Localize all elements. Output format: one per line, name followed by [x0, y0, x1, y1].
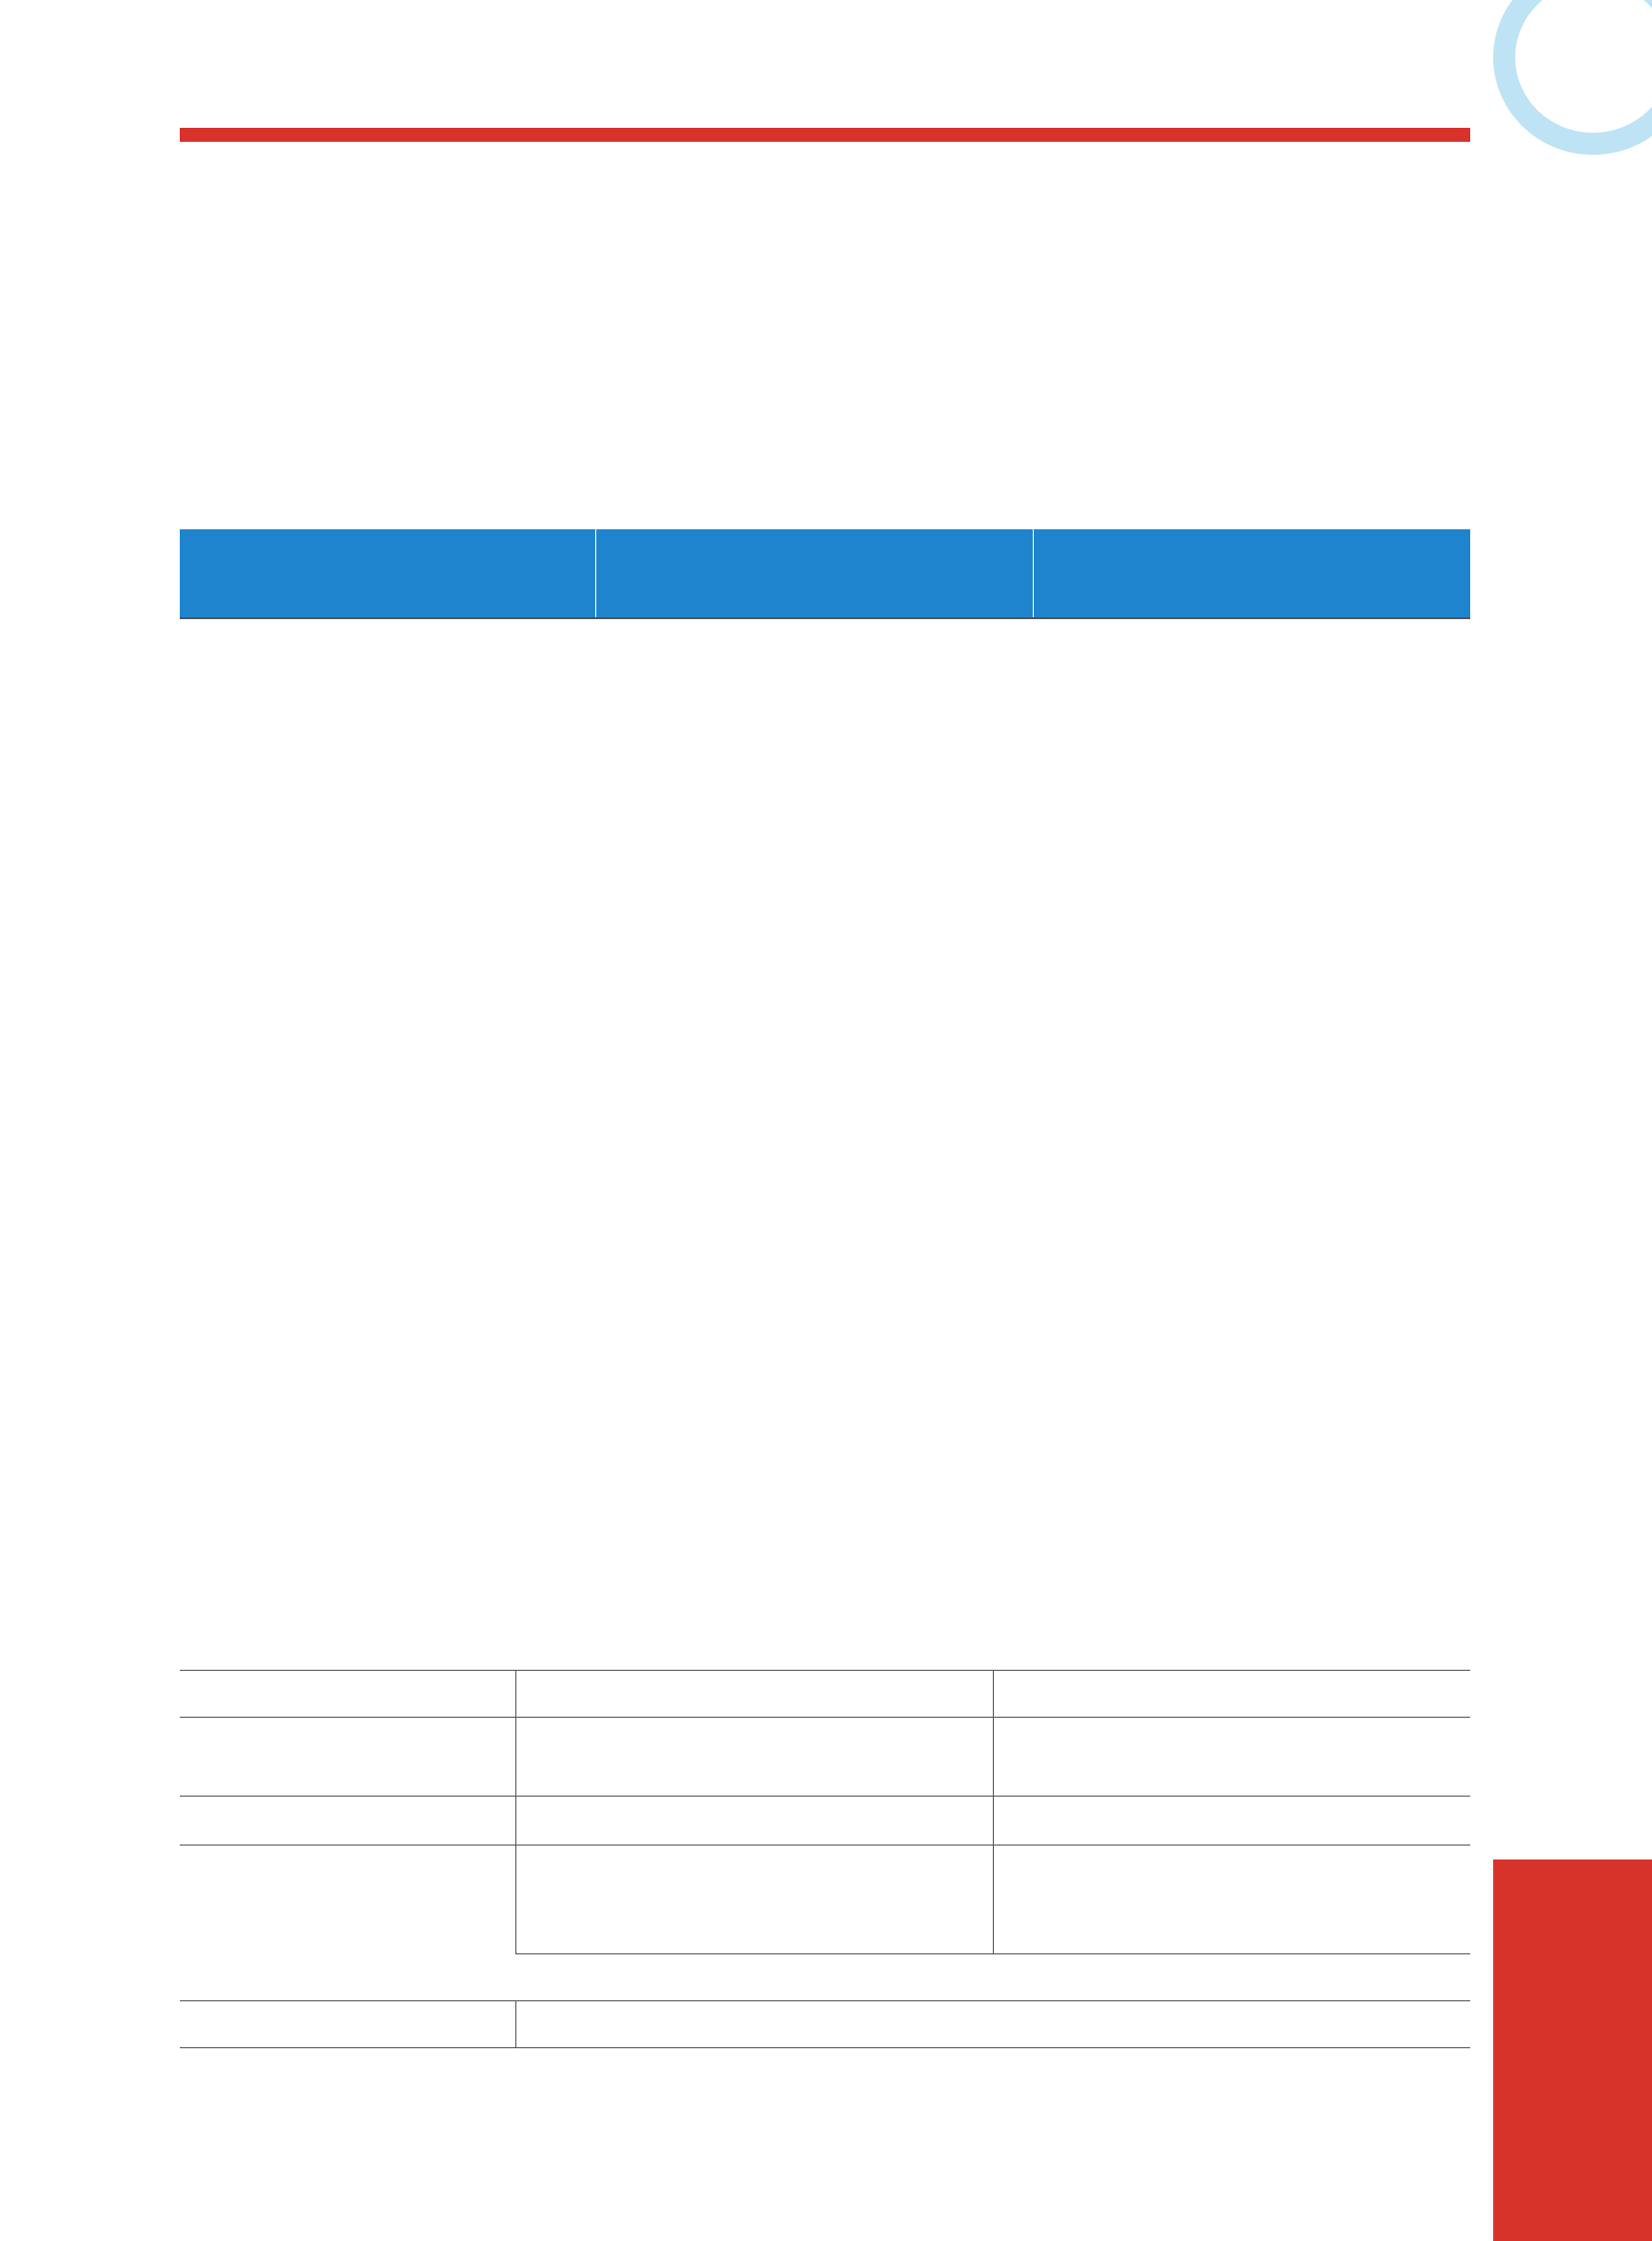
fixture-type-10 — [515, 1671, 993, 1718]
header-divider — [180, 128, 1470, 142]
other-value — [515, 2001, 1470, 2048]
flask-label — [180, 1718, 515, 1797]
spec-header-model-b — [1033, 529, 1470, 618]
spec-header-row — [180, 529, 1470, 618]
spec-table — [180, 529, 1470, 619]
section-tab — [1493, 1860, 1652, 2241]
pad-label — [180, 1797, 515, 1846]
spring-note — [515, 1954, 1470, 2001]
spec-header-model-a — [595, 529, 1033, 618]
pad-10 — [515, 1797, 993, 1846]
fixture-type-11 — [993, 1671, 1470, 1718]
fixture-table — [180, 1670, 1470, 2048]
fixture-other-row — [180, 2001, 1470, 2048]
spring-10 — [515, 1846, 993, 1954]
flask-10-cell — [515, 1718, 993, 1797]
spring-11-cell — [993, 1846, 1470, 1954]
pad-11 — [993, 1797, 1470, 1846]
fixture-flask-row — [180, 1718, 1470, 1797]
fixture-header-row — [180, 1671, 1470, 1718]
flask-11-cell — [993, 1718, 1470, 1797]
spec-header-model-label — [180, 529, 595, 618]
fixture-pad-row — [180, 1797, 1470, 1846]
logo-ring-decoration — [1493, 0, 1652, 155]
other-label — [180, 2001, 515, 2048]
fixture-spring-row — [180, 1846, 1470, 1954]
fixture-model-label — [180, 1671, 515, 1718]
spring-label — [180, 1846, 515, 2001]
